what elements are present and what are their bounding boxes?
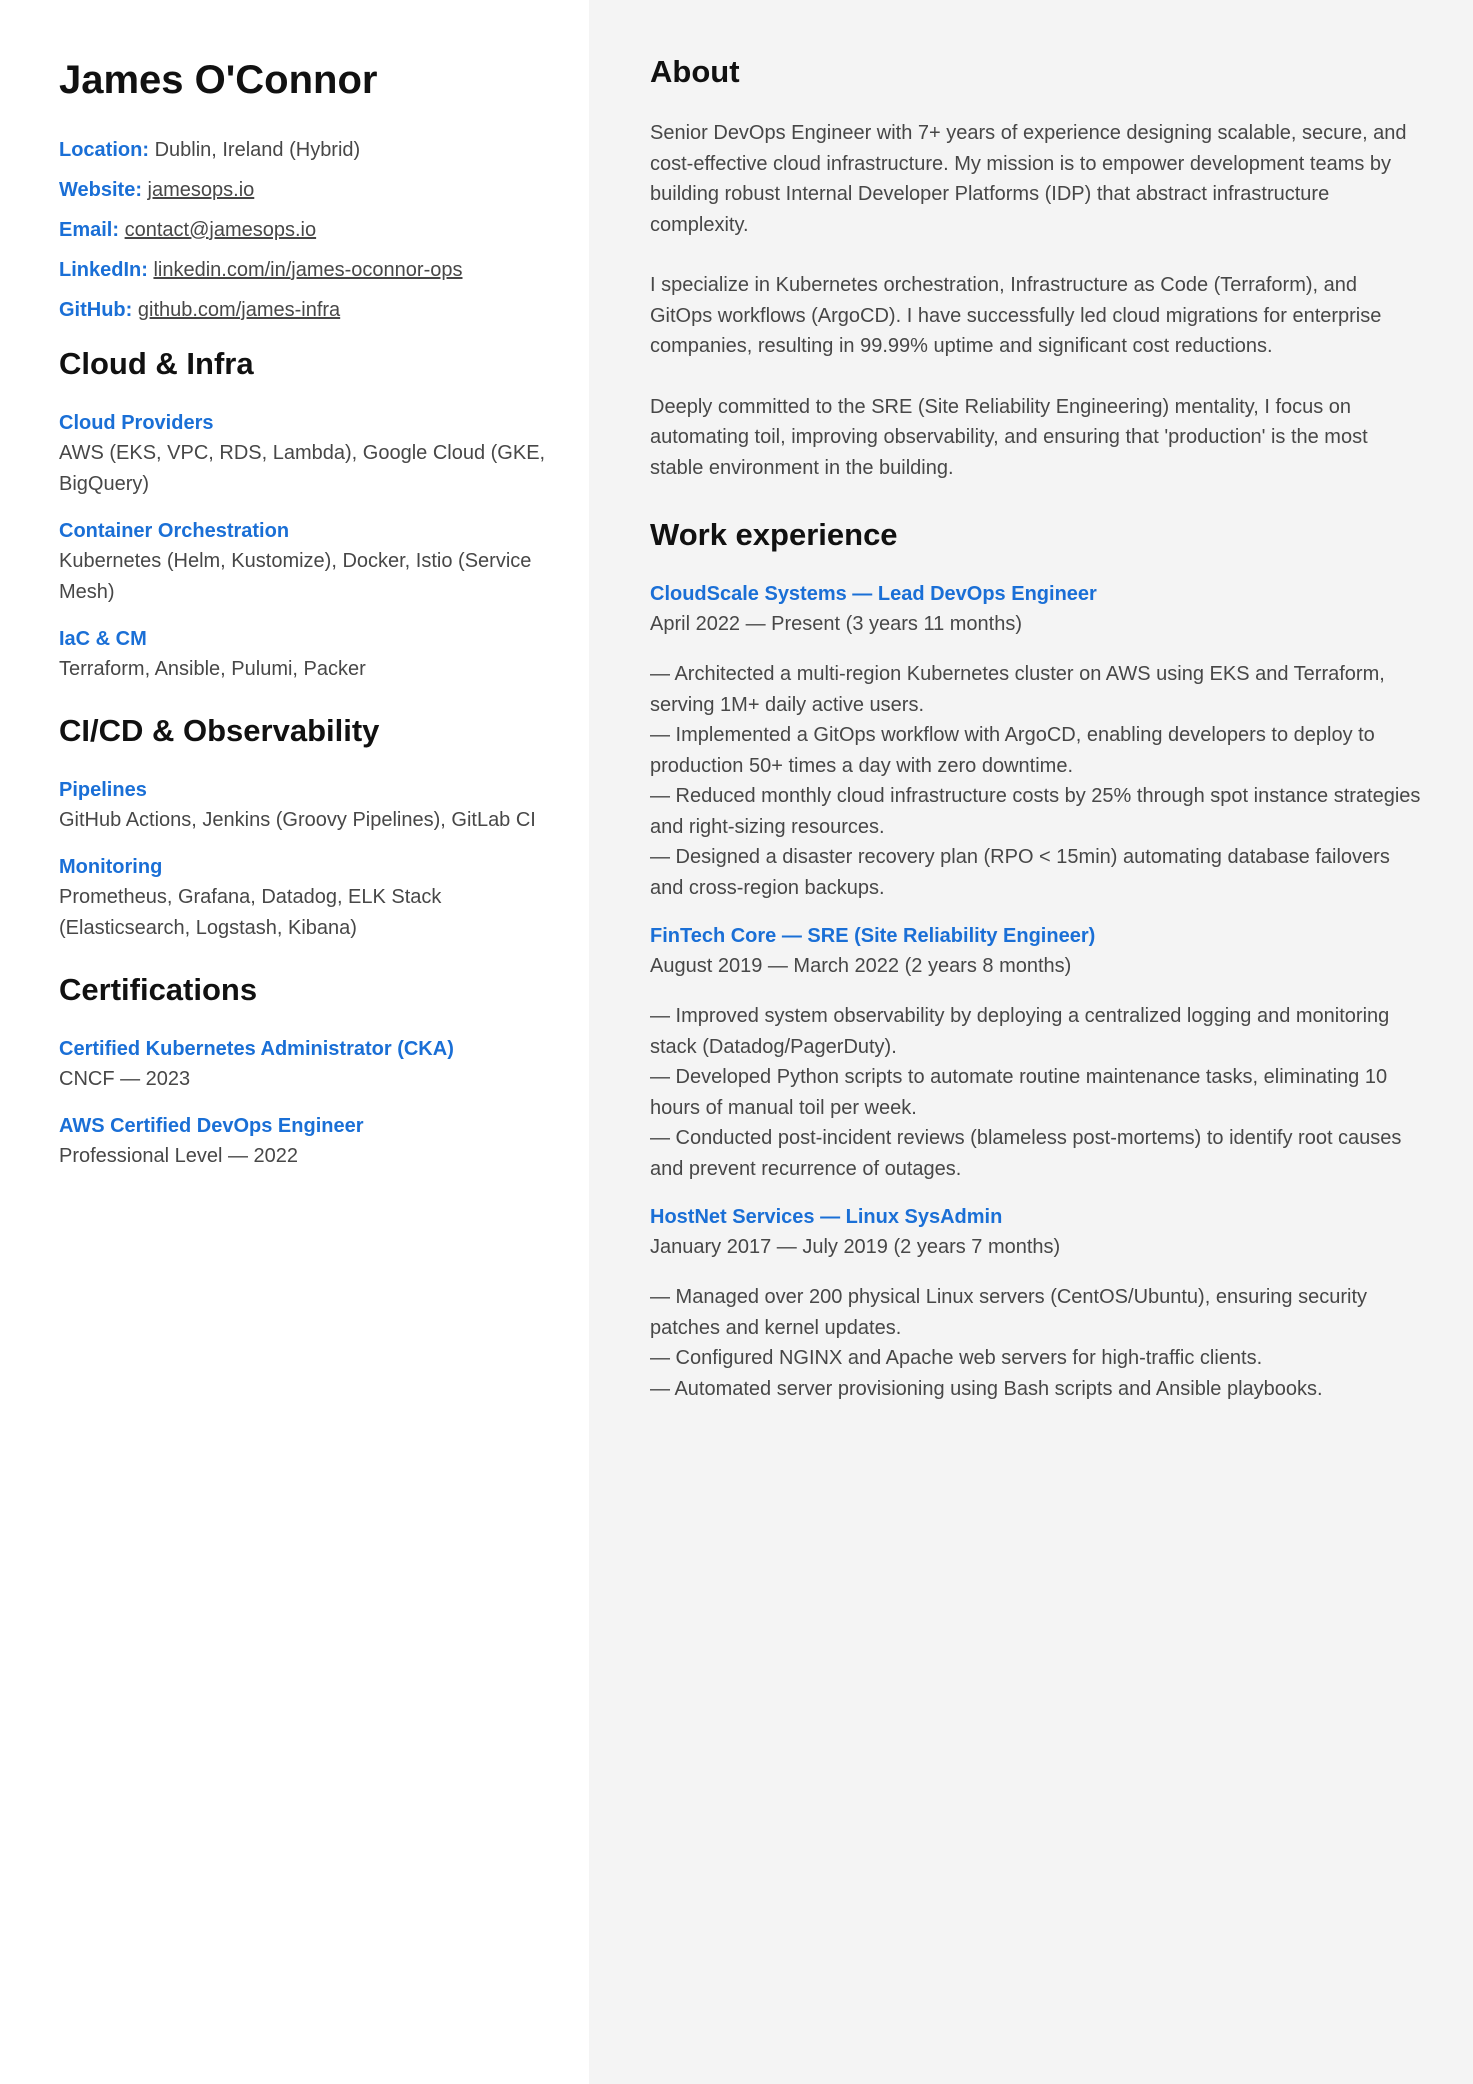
- contact-email: [59, 216, 549, 244]
- skill-desc: AWS (EKS, VPC, RDS, Lambda), Google Cloud (GKE, BigQuery): [59, 442, 546, 495]
- job-bullet: — Managed over 200 physical Linux servers (CentOS/Ubuntu), ensuring security patches and kernel updates.: [650, 1286, 1368, 1339]
- contact-value: Dublin, Ireland (Hybrid): [154, 139, 361, 161]
- job-bullet: — Conducted post-incident reviews (blameless post-mortems) to identify root causes and prevent recurrence of outages.: [650, 1127, 1402, 1180]
- job-dates: January 2017 — July 2019 (2 years 7 months): [650, 1236, 1061, 1258]
- section-title-work: Work experience: [650, 517, 898, 552]
- contact-github: [59, 296, 549, 324]
- about-paragraph: Deeply committed to the SRE (Site Reliability Engineering) mentality, I focus on automating toil, improving observability, and ensuring that 'production' is the most stable environment in the building.: [650, 395, 1368, 479]
- contact-label: GitHub:: [59, 299, 133, 321]
- section-title-cloud-infra: Cloud & Infra: [59, 346, 254, 381]
- section-title-certifications: Certifications: [59, 972, 258, 1007]
- cert-item: [59, 1111, 549, 1172]
- job-bullet: — Designed a disaster recovery plan (RPO < 15min) automating database failovers and cross-region backups.: [650, 846, 1390, 899]
- cert-issuer: Professional Level — 2022: [59, 1145, 299, 1167]
- website-link[interactable]: jamesops.io: [147, 179, 255, 201]
- skill-name: Cloud Providers: [59, 412, 214, 434]
- job-dates: August 2019 — March 2022 (2 years 8 months): [650, 955, 1072, 977]
- github-link[interactable]: github.com/james-infra: [137, 299, 341, 321]
- job-bullet: — Automated server provisioning using Bash scripts and Ansible playbooks.: [650, 1377, 1323, 1400]
- job-bullet: — Reduced monthly cloud infrastructure costs by 25% through spot instance strategies and right-sizing resources.: [650, 785, 1421, 838]
- skill-desc: Kubernetes (Helm, Kustomize), Docker, Istio (Service Mesh): [59, 550, 532, 603]
- skill-desc: Terraform, Ansible, Pulumi, Packer: [59, 658, 366, 680]
- cert-name: Certified Kubernetes Administrator (CKA): [59, 1038, 454, 1060]
- skill-desc: GitHub Actions, Jenkins (Groovy Pipelines), GitLab CI: [59, 809, 536, 831]
- skill-name: Container Orchestration: [59, 520, 290, 542]
- about-paragraph: I specialize in Kubernetes orchestration, Infrastructure as Code (Terraform), and GitOps workflows (ArgoCD). I have successfully led cloud migrations for enterprise companies, resulting in 99.99% uptime and significant cost reductions.: [650, 274, 1382, 357]
- contact-label: Location:: [59, 139, 149, 161]
- job-bullet: — Developed Python scripts to automate routine maintenance tasks, eliminating 10 hours of manual toil per week.: [650, 1066, 1388, 1119]
- section-title-cicd: CI/CD & Observability: [59, 713, 380, 748]
- contact-label: Email:: [59, 219, 120, 241]
- job-bullet: — Configured NGINX and Apache web servers for high-traffic clients.: [650, 1347, 1263, 1369]
- job-bullet: — Implemented a GitOps workflow with ArgoCD, enabling developers to deploy to production 50+ times a day with zero downtime.: [650, 724, 1375, 777]
- contact-linkedin: [59, 256, 549, 284]
- job-title: FinTech Core — SRE (Site Reliability Engineer): [650, 925, 1096, 947]
- about-paragraph: Senior DevOps Engineer with 7+ years of experience designing scalable, secure, and cost-effective cloud infrastructure. My mission is to empower development teams by building robust Internal Developer Platforms (IDP) that abstract infrastructure complexity.: [650, 122, 1407, 236]
- job-entry: [650, 579, 1421, 903]
- person-name: James O'Connor: [59, 58, 378, 102]
- job-entry: [650, 1202, 1421, 1404]
- contact-location: [59, 136, 549, 164]
- skill-name: Pipelines: [59, 779, 147, 801]
- skill-item: [59, 852, 549, 944]
- skill-item: [59, 624, 549, 685]
- sidebar: [0, 0, 589, 2084]
- cert-item: [59, 1034, 549, 1095]
- cert-name: AWS Certified DevOps Engineer: [59, 1115, 364, 1137]
- skill-item: [59, 408, 549, 500]
- skill-item: [59, 516, 549, 608]
- job-entry: [650, 921, 1421, 1184]
- contact-website: [59, 176, 549, 204]
- section-title-about: About: [650, 54, 740, 89]
- job-title: CloudScale Systems — Lead DevOps Engineer: [650, 583, 1097, 605]
- contact-label: Website:: [59, 179, 142, 201]
- skill-item: [59, 775, 549, 836]
- job-bullet: — Improved system observability by deploying a centralized logging and monitoring stack (Datadog/PagerDuty).: [650, 1005, 1390, 1058]
- main-content: [589, 0, 1473, 2084]
- job-dates: April 2022 — Present (3 years 11 months): [650, 613, 1023, 635]
- email-link[interactable]: contact@jamesops.io: [124, 219, 317, 241]
- linkedin-link[interactable]: linkedin.com/in/james-oconnor-ops: [153, 259, 463, 281]
- cert-issuer: CNCF — 2023: [59, 1068, 191, 1090]
- skill-name: Monitoring: [59, 856, 163, 878]
- skill-name: IaC & CM: [59, 628, 147, 650]
- contact-list: [59, 136, 549, 324]
- contact-label: LinkedIn:: [59, 259, 148, 281]
- skill-desc: Prometheus, Grafana, Datadog, ELK Stack (Elasticsearch, Logstash, Kibana): [59, 886, 442, 939]
- job-bullet: — Architected a multi-region Kubernetes cluster on AWS using EKS and Terraform, serving 1M+ daily active users.: [650, 663, 1385, 716]
- job-title: HostNet Services — Linux SysAdmin: [650, 1206, 1003, 1228]
